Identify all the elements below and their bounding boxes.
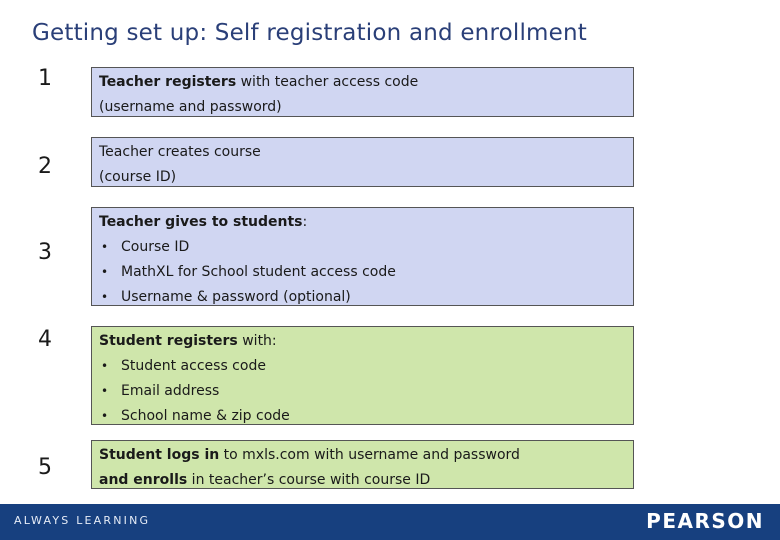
step-2-line-1 bbox=[99, 140, 633, 165]
footer-tagline: ALWAYS LEARNING bbox=[14, 514, 151, 527]
step-3-box bbox=[91, 207, 634, 306]
bullet-icon: • bbox=[101, 240, 109, 254]
step-1-line-2 bbox=[99, 95, 633, 120]
step-4-bullet-text: Email address bbox=[121, 383, 220, 399]
step-2-number: 2 bbox=[38, 154, 52, 179]
bullet-icon: • bbox=[101, 384, 109, 398]
step-1-line-1-bold: Teacher registers bbox=[99, 74, 237, 90]
step-4-heading-bold: Student registers bbox=[99, 333, 238, 349]
step-5-box bbox=[91, 440, 634, 489]
step-3-bullet-text: Username & password (optional) bbox=[121, 289, 351, 305]
step-2-line-2 bbox=[99, 165, 633, 190]
step-5-line-2-text: in teacher’s course with course ID bbox=[187, 472, 431, 488]
step-2-line-2-text: (course ID) bbox=[99, 169, 177, 185]
step-3-bullet-text: Course ID bbox=[121, 239, 190, 255]
step-3-bullet-text: MathXL for School student access code bbox=[121, 264, 396, 280]
step-4-box bbox=[91, 326, 634, 425]
step-4-bullet-item bbox=[99, 354, 633, 379]
footer-bar bbox=[0, 504, 780, 540]
bullet-icon: • bbox=[101, 359, 109, 373]
step-4-heading bbox=[99, 329, 633, 354]
step-3-bullet-item bbox=[99, 235, 633, 260]
step-1-box bbox=[91, 67, 634, 117]
page-title: Getting set up: Self registration and enrollment bbox=[32, 20, 588, 46]
bullet-icon: • bbox=[101, 409, 109, 423]
step-1-number: 1 bbox=[38, 66, 52, 91]
step-3-heading bbox=[99, 210, 633, 235]
bullet-icon: • bbox=[101, 265, 109, 279]
step-3-bullet-item bbox=[99, 260, 633, 285]
step-4-bullet-text: School name & zip code bbox=[121, 408, 290, 424]
step-5-number: 5 bbox=[38, 455, 52, 480]
step-2-box bbox=[91, 137, 634, 187]
step-4-heading-text: with: bbox=[237, 333, 277, 349]
step-4-number: 4 bbox=[38, 327, 52, 352]
step-1-line-1-text: with teacher access code bbox=[236, 74, 419, 90]
step-1-line-1 bbox=[99, 70, 633, 95]
step-4-bullet-item bbox=[99, 404, 633, 429]
step-5-line-1-bold: Student logs in bbox=[99, 447, 220, 463]
pearson-logo: PEARSON bbox=[646, 509, 764, 533]
step-5-line-2 bbox=[99, 468, 633, 493]
step-4-bullet-text: Student access code bbox=[121, 358, 266, 374]
step-5-line-1 bbox=[99, 443, 633, 468]
step-3-bullet-item bbox=[99, 285, 633, 310]
step-4-bullet-item bbox=[99, 379, 633, 404]
step-1-line-2-text: (username and password) bbox=[99, 99, 282, 115]
step-3-heading-bold: Teacher gives to students bbox=[99, 214, 303, 230]
step-5-line-2-bold: and enrolls bbox=[99, 472, 188, 488]
bullet-icon: • bbox=[101, 290, 109, 304]
step-5-line-1-text: to mxls.com with username and password bbox=[219, 447, 520, 463]
step-3-heading-text: : bbox=[302, 214, 308, 230]
step-2-line-1-text: Teacher creates course bbox=[99, 144, 261, 160]
step-3-number: 3 bbox=[38, 240, 52, 265]
